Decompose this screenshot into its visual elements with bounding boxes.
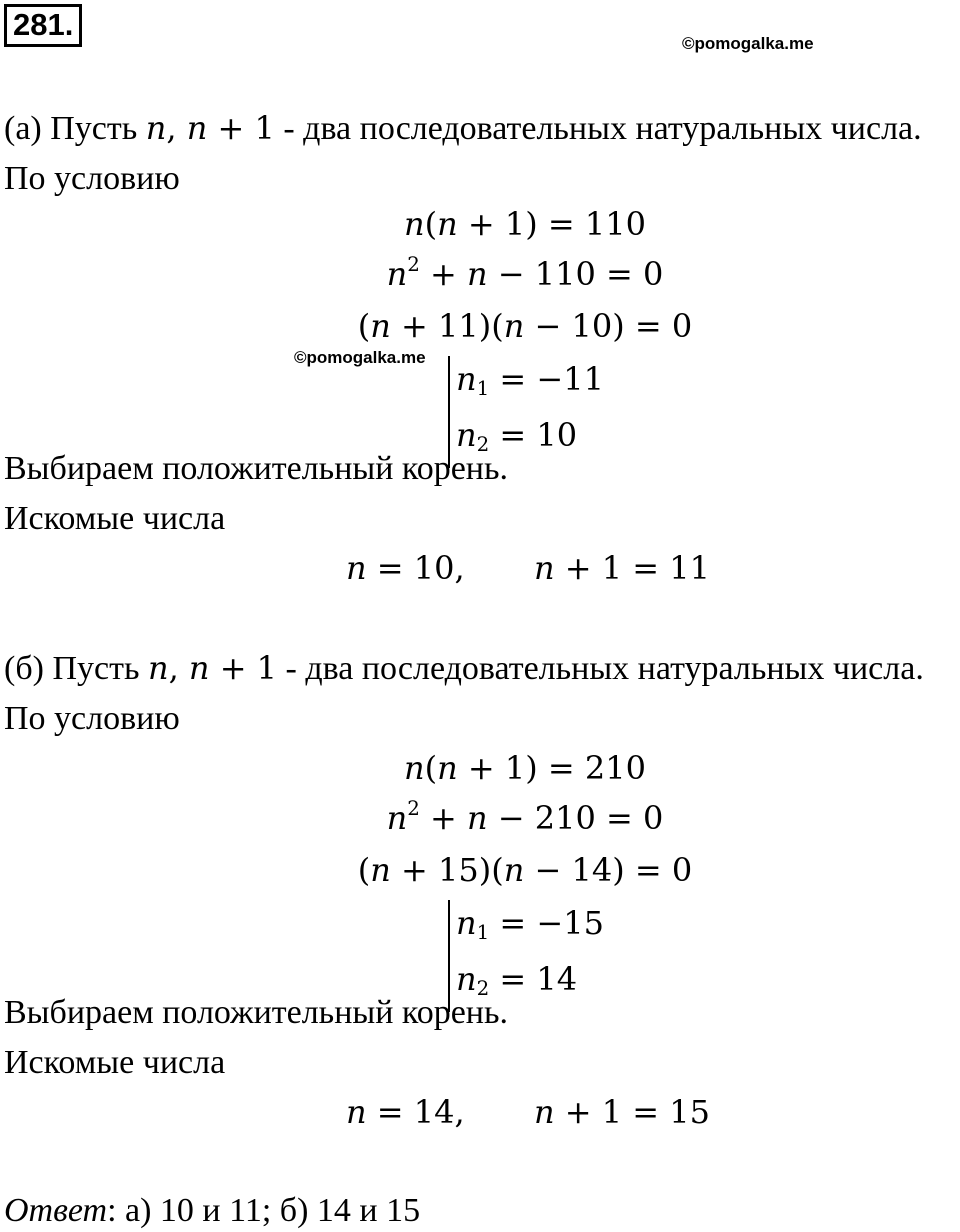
part-b-intro-prefix: (б) Пусть xyxy=(4,650,148,687)
part-a-choose-root: Выбираем положительный корень. xyxy=(4,450,509,487)
part-b-root-2: $n_2 = 14$ xyxy=(456,959,578,1000)
part-b-sought-numbers: Искомые числа xyxy=(4,1044,226,1081)
part-b-equation-1: n(n + 1) = 210 xyxy=(404,749,646,787)
part-a-equation-1: n(n + 1) = 110 xyxy=(404,205,646,243)
final-answer-label: Ответ xyxy=(4,1192,108,1229)
part-b-intro: (б) Пусть n, n + 1 - два последовательных натуральных числа. xyxy=(4,649,924,687)
part-a-by-condition: По условию xyxy=(4,160,180,197)
final-answer-text: : а) 10 и 11; б) 14 и 15 xyxy=(107,1192,421,1229)
part-b-equation-3: (n + 15)(n − 14) = 0 xyxy=(357,851,693,889)
part-b-by-condition: По условию xyxy=(4,700,180,737)
part-a-answer-n: n = 10, xyxy=(346,549,465,587)
part-a-intro-prefix: (а) Пусть xyxy=(4,110,146,147)
part-a-equation-3: (n + 11)(n − 10) = 0 xyxy=(357,307,693,345)
watermark-top: ©pomogalka.me xyxy=(682,34,814,53)
part-b-choose-root: Выбираем положительный корень. xyxy=(4,994,509,1031)
part-a-answer-n-plus-1: n + 1 = 11 xyxy=(534,549,710,587)
part-a-intro: (а) Пусть n, n + 1 - два последовательных натуральных числа. xyxy=(4,109,922,147)
part-a-root-1: $n_1 = -11$ xyxy=(456,360,604,400)
part-b-answer-n-plus-1: n + 1 = 15 xyxy=(534,1093,710,1131)
part-b-equation-2: $n^2 + n - 210 = 0$ xyxy=(386,797,664,837)
part-b-intro-suffix: - два последовательных натуральных числа. xyxy=(277,650,924,687)
problem-number: 281. xyxy=(4,4,82,47)
part-b-root-1: $n_1 = -15$ xyxy=(456,904,604,944)
part-a-sought-numbers: Искомые числа xyxy=(4,500,226,537)
watermark-mid: ©pomogalka.me xyxy=(294,348,426,367)
part-a-intro-suffix: - два последовательных натуральных числа. xyxy=(274,110,922,147)
part-a-root-2: $n_2 = 10$ xyxy=(456,415,578,456)
part-a-equation-2: $n^2 + n - 110 = 0$ xyxy=(386,253,664,293)
final-answer xyxy=(4,1194,420,1228)
part-b-answer-n: n = 14, xyxy=(346,1093,465,1131)
